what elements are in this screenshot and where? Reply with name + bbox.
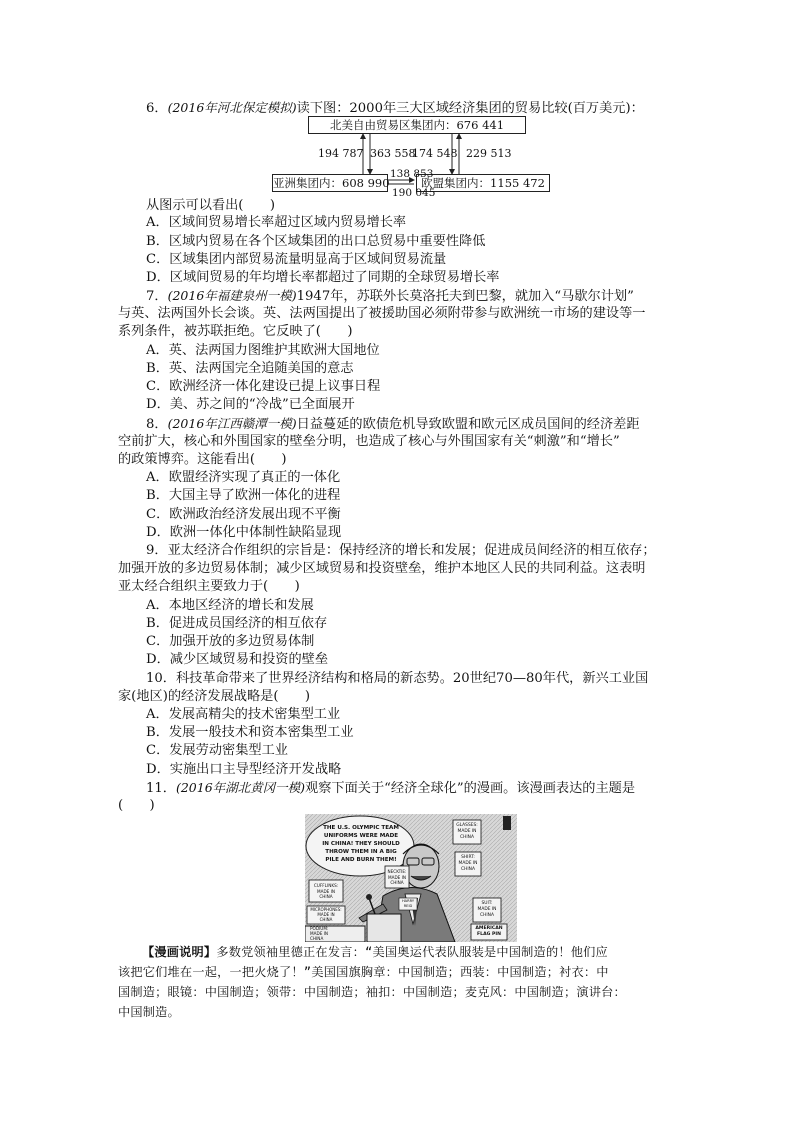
q7-source: (2016年福建泉州一模) (167, 288, 297, 303)
speech-bubble-text: THE U.S. OLYMPIC TEAM UNIFORMS WERE MADE IN CHINA! THEY SHOULD THROW THEM IN A BIG PILE AND BURN THEM! (322, 825, 400, 863)
q6-option-a: A．区域间贸易增长率超过区域内贸易增长率 (146, 215, 407, 230)
q7-line-1: 7．(2016年福建泉州一模)1947年，苏联外长莫洛托夫到巴黎，就加入“马歇尔计划” (146, 288, 634, 304)
q9-option-a: A．本地区经济的增长和发展 (146, 598, 314, 613)
q8-line-2: 空前扩大，核心和外围国家的壁垒分明，也造成了核心与外围国家有关“刺激”和“增长” (118, 434, 620, 449)
cartoon-note-line-1: 【漫画说明】多数党领袖里德正在发言：“美国奥运代表队服装是中国制造的！他们应 (142, 945, 608, 959)
q10-option-d: D．实施出口主导型经济开发战略 (146, 762, 342, 777)
tag-suit: SUIT: MADE IN CHINA (477, 901, 497, 918)
flow-value-h2: 190 045 (392, 187, 436, 199)
q7-option-b: B．英、法两国完全追随美国的意志 (146, 361, 354, 376)
tag-glasses: GLASSES: MADE IN CHINA (456, 823, 478, 840)
q6-option-d: D．区域间贸易的年均增长率都超过了同期的全球贸易增长率 (146, 270, 500, 285)
tag-necktie: NECKTIE: MADE IN CHINA (387, 869, 407, 886)
q8-line-3: 的政策博弈。这能看出( ) (118, 452, 287, 467)
q11-source: (2016年湖北黄冈一模) (175, 780, 306, 795)
q6-source: (2016年河北保定模拟) (167, 100, 297, 115)
q7-option-a: A．英、法两国力图维护其欧洲大国地位 (146, 343, 380, 358)
tag-microphones: MICROPHONES: MADE IN CHINA (310, 907, 342, 923)
q9-option-b: B．促进成员国经济的相互依存 (146, 616, 328, 631)
flow-value-4: 229 513 (466, 147, 512, 160)
trade-diagram (270, 114, 550, 198)
cartoon-note (118, 942, 688, 1022)
q6-option-c: C．区域集团内部贸易流量明显高于区域间贸易流量 (146, 252, 447, 267)
tag-shirt: SHIRT: MADE IN CHINA (458, 855, 478, 872)
q7-line-3: 系列条件，被苏联拒绝。它反映了( ) (118, 324, 353, 339)
q10-option-a: A．发展高精尖的技术密集型工业 (146, 707, 341, 722)
tag-flag-pin: AMERICAN FLAG PIN (475, 926, 503, 937)
q9-option-c: C．加强开放的多边贸易体制 (146, 634, 315, 649)
q10-option-c: C．发展劳动密集型工业 (146, 743, 288, 758)
tag-podium: PODIUM: MADE IN CHINA (310, 926, 329, 942)
tag-nametag: HARRY REID (401, 899, 415, 908)
q10-option-b: B．发展一般技术和资本密集型工业 (146, 725, 354, 740)
flow-value-1: 194 787 (318, 147, 364, 160)
flow-value-h1: 138 853 (390, 168, 434, 180)
box-asia: 亚洲集团内：608 990 (273, 176, 390, 190)
q9-line-1: 9．亚太经济合作组织的宗旨是：保持经济的增长和发展；促进成员间经济的相互依存； (146, 543, 656, 558)
cartoon-note-line-4: 中国制造。 (118, 1005, 180, 1019)
q8-option-c: C．欧洲政治经济发展出现不平衡 (146, 507, 341, 522)
q10-line-1: 10．科技革命带来了世界经济结构和格局的新态势。20世纪70—80年代，新兴工业国 (146, 671, 649, 686)
q9-line-3: 亚太经合组织主要致力于( ) (118, 579, 300, 594)
flow-value-2: 363 558 (370, 147, 416, 160)
q11-line-1: 11．(2016年湖北黄冈一模)观察下面关于“经济全球化”的漫画。该漫画表达的主题是 (146, 780, 636, 796)
q7-option-c: C．欧洲经济一体化建设已提上议事日程 (146, 379, 381, 394)
tag-cufflinks: CUFFLINKS: MADE IN CHINA (313, 883, 339, 900)
q8-option-b: B．大国主导了欧洲一体化的进程 (146, 488, 341, 503)
q6-after: 从图示可以看出( ) (146, 198, 275, 213)
box-nafta: 北美自由贸易区集团内：676 441 (308, 116, 526, 134)
q8-option-d: D．欧洲一体化中体制性缺陷显现 (146, 525, 342, 540)
q7-option-d: D．美、苏之间的“冷战”已全面展开 (146, 397, 355, 412)
cartoon-note-line-3: 国制造；眼镜：中国制造；领带：中国制造；袖扣：中国制造；麦克风：中国制造；演讲台： (118, 985, 626, 999)
q10-line-2: 家(地区)的经济发展战略是( ) (118, 689, 311, 704)
flow-value-3: 174 548 (412, 147, 458, 160)
q6-option-b: B．区域内贸易在各个区域集团的出口总贸易中重要性降低 (146, 234, 486, 249)
cartoon-note-line-2: 该把它们堆在一起，一把火烧了！”美国国旗胸章：中国制造；西装：中国制造；衬衣：中 (118, 965, 609, 979)
q11-line-2: ( ) (118, 798, 155, 813)
q8-source: (2016年江西赣潭一模) (167, 416, 297, 431)
box-eu: 欧盟集团内：1155 472 (416, 174, 550, 192)
q9-line-2: 加强开放的多边贸易体制；减少区域贸易和投资壁垒，维护本地区人民的共同利益。这表明 (118, 561, 646, 576)
cartoon-note-label: 【漫画说明】 (142, 945, 217, 959)
q8-line-1: 8．(2016年江西赣潭一模)日益蔓延的欧债危机导致欧盟和欧元区成员国间的经济差距 (146, 416, 640, 432)
q7-line-2: 与英、法两国外长会谈。英、法两国提出了被援助国必须附带参与欧洲统一市场的建设等一 (118, 306, 646, 321)
q6-stem: 6．(2016年河北保定模拟)读下图：2000年三大区域经济集团的贸易比较(百万美元)： (146, 100, 644, 116)
q9-option-d: D．减少区域贸易和投资的壁垒 (146, 652, 329, 667)
globalization-cartoon (305, 814, 517, 942)
q8-option-a: A．欧盟经济实现了真正的一体化 (146, 470, 341, 485)
